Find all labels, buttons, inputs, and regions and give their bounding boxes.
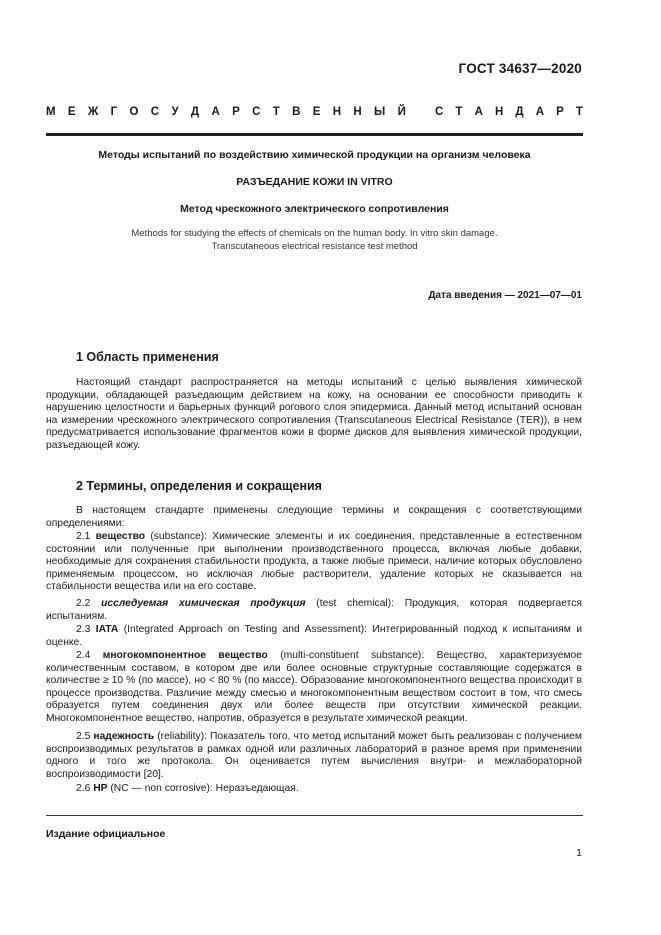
term-number: 2.1 <box>76 531 91 542</box>
section-2-intro <box>46 505 582 530</box>
interstate-standard-heading <box>46 106 583 118</box>
heading-letter: С <box>435 106 444 118</box>
heading-letter: Т <box>575 106 583 118</box>
term-entry <box>46 598 582 623</box>
term-name: НР <box>93 783 108 794</box>
paragraph-text: Настоящий стандарт распространяется на методы испытаний с целью выявления химической продукции, обладающей разъедающим действием на кожу, на основании ее способности приводить к нарушению целостности и барьерных функций рогового слоя эпидермиса. Данный метод испытаний основан на измерении чрескожного электрического сопротивления (Transcutaneous Electrical Resistance (TER)), в нем предусматривается использование фрагментов кожи в форме дисков для выявления химической продукции, разъедающей кожу. <box>46 377 582 451</box>
heading-letter: Е <box>312 106 321 118</box>
term-number: 2.5 <box>76 731 91 742</box>
term-definition: (substance): Химические элементы и их соединения, представленные в естественном состоянии или полученные при выполнении производственного процесса, включая любые добавки, необходимые для сохранения стабильности продукта, а также любые примеси, наличие которых обусловлено применяемым процессом, но исключая любые растворители, удаление которых не сказывается на стабильности вещества или на его составе. <box>46 531 582 593</box>
term-definition: (reliability): Показатель того, что метод испытаний может быть реализован с получением воспроизводимых результатов в рамках одной или различных лабораторий в разное время при применении одного и того же протокола. Он оценивается путем вычисления внутри- и межлабораторной воспроизводимости [20]. <box>46 731 582 780</box>
heading-letter: Ж <box>87 106 99 118</box>
term-number: 2.2 <box>76 598 91 609</box>
heading-letter: Н <box>494 106 504 118</box>
term-entry <box>46 731 582 781</box>
heading-letter: М <box>46 106 56 118</box>
term-name: надежность <box>93 731 155 742</box>
heading-letter: Т <box>455 106 463 118</box>
term-name: многокомпонентное вещество <box>102 650 268 661</box>
section-2-heading: 2 Термины, определения и сокращения <box>76 479 322 493</box>
term-name: IATA <box>95 624 119 635</box>
heading-letter: Ы <box>374 106 386 118</box>
heading-letter: А <box>211 106 220 118</box>
heading-letter: А <box>474 106 483 118</box>
term-name: исследуемая химическая продукция <box>101 598 306 609</box>
term-entry <box>46 624 582 649</box>
term-entry <box>46 531 582 594</box>
term-name: вещество <box>95 531 146 542</box>
title-block <box>46 149 583 253</box>
heading-letter: Р <box>556 106 564 118</box>
english-title-line: Transcutaneous electrical resistance test method <box>211 240 418 252</box>
heading-letter: А <box>535 106 545 118</box>
heading-letter: Г <box>110 106 118 118</box>
official-edition-label: Издание официальное <box>46 828 166 840</box>
heading-letter: Е <box>67 106 76 118</box>
english-title-line: Methods for studying the effects of chemicals on the human body. In vitro skin damage. <box>131 228 498 239</box>
heading-letter: Й <box>397 106 406 118</box>
section-1-text <box>46 377 582 453</box>
page-number: 1 <box>576 847 582 859</box>
footer-divider <box>46 815 583 816</box>
term-number: 2.6 <box>76 783 91 794</box>
term-entry <box>46 783 582 796</box>
standard-word <box>435 106 583 118</box>
term-definition: (Integrated Approach on Testing and Assessment): Интегрированный подход к испытаниям и оценке. <box>46 624 582 648</box>
term-definition: (NC — non corrosive): Неразъедающая. <box>107 783 299 794</box>
term-definition: (multi-constituent substance): Вещество, характеризуемое количественным составом, в котором две или более основные структурные составляющие содержатся в количестве ≥ 10 % (по массе), но < 80 % (по массе). Образование многокомпонентного вещества происходит в процессе производства. Различие между смесью и многокомпонентным веществом состоит в том, что смесь образуется путем соединения двух или более веществ при отсутствии химической реакции. Многокомпонентное вещество, напротив, образуется в результате химической реакции. <box>46 650 582 724</box>
term-number: 2.3 <box>76 624 91 635</box>
heading-letter: Н <box>353 106 362 118</box>
document-title: Методы испытаний по воздействию химической продукции на организм человека <box>98 149 531 161</box>
term-number: 2.4 <box>76 650 91 661</box>
heading-letter: Д <box>190 106 200 118</box>
heading-letter: С <box>252 106 261 118</box>
term-entry <box>46 650 582 726</box>
interstate-word <box>46 106 406 118</box>
heading-letter: О <box>129 106 139 118</box>
english-title <box>46 228 583 253</box>
section-1-heading: 1 Область применения <box>76 350 219 364</box>
introduction-date: Дата введения — 2021—07—01 <box>428 290 582 301</box>
method-title: Метод чрескожного электрического сопротивления <box>180 203 449 215</box>
heading-letter: Р <box>232 106 240 118</box>
gost-number: ГОСТ 34637—2020 <box>458 61 582 76</box>
heading-letter: С <box>150 106 160 118</box>
heading-letter: Н <box>332 106 342 118</box>
heading-letter: У <box>171 106 179 118</box>
heading-letter: Т <box>272 106 280 118</box>
paragraph-text: В настоящем стандарте применены следующие термины и сокращения с соответствующими определениями: <box>46 505 582 529</box>
heading-letter: В <box>292 106 301 118</box>
heading-letter: Д <box>515 106 524 118</box>
header-divider <box>46 133 583 136</box>
document-subtitle: РАЗЪЕДАНИЕ КОЖИ IN VITRO <box>236 176 393 188</box>
term-definition: (test chemical): Продукция, которая подвергается испытаниям. <box>46 598 582 622</box>
